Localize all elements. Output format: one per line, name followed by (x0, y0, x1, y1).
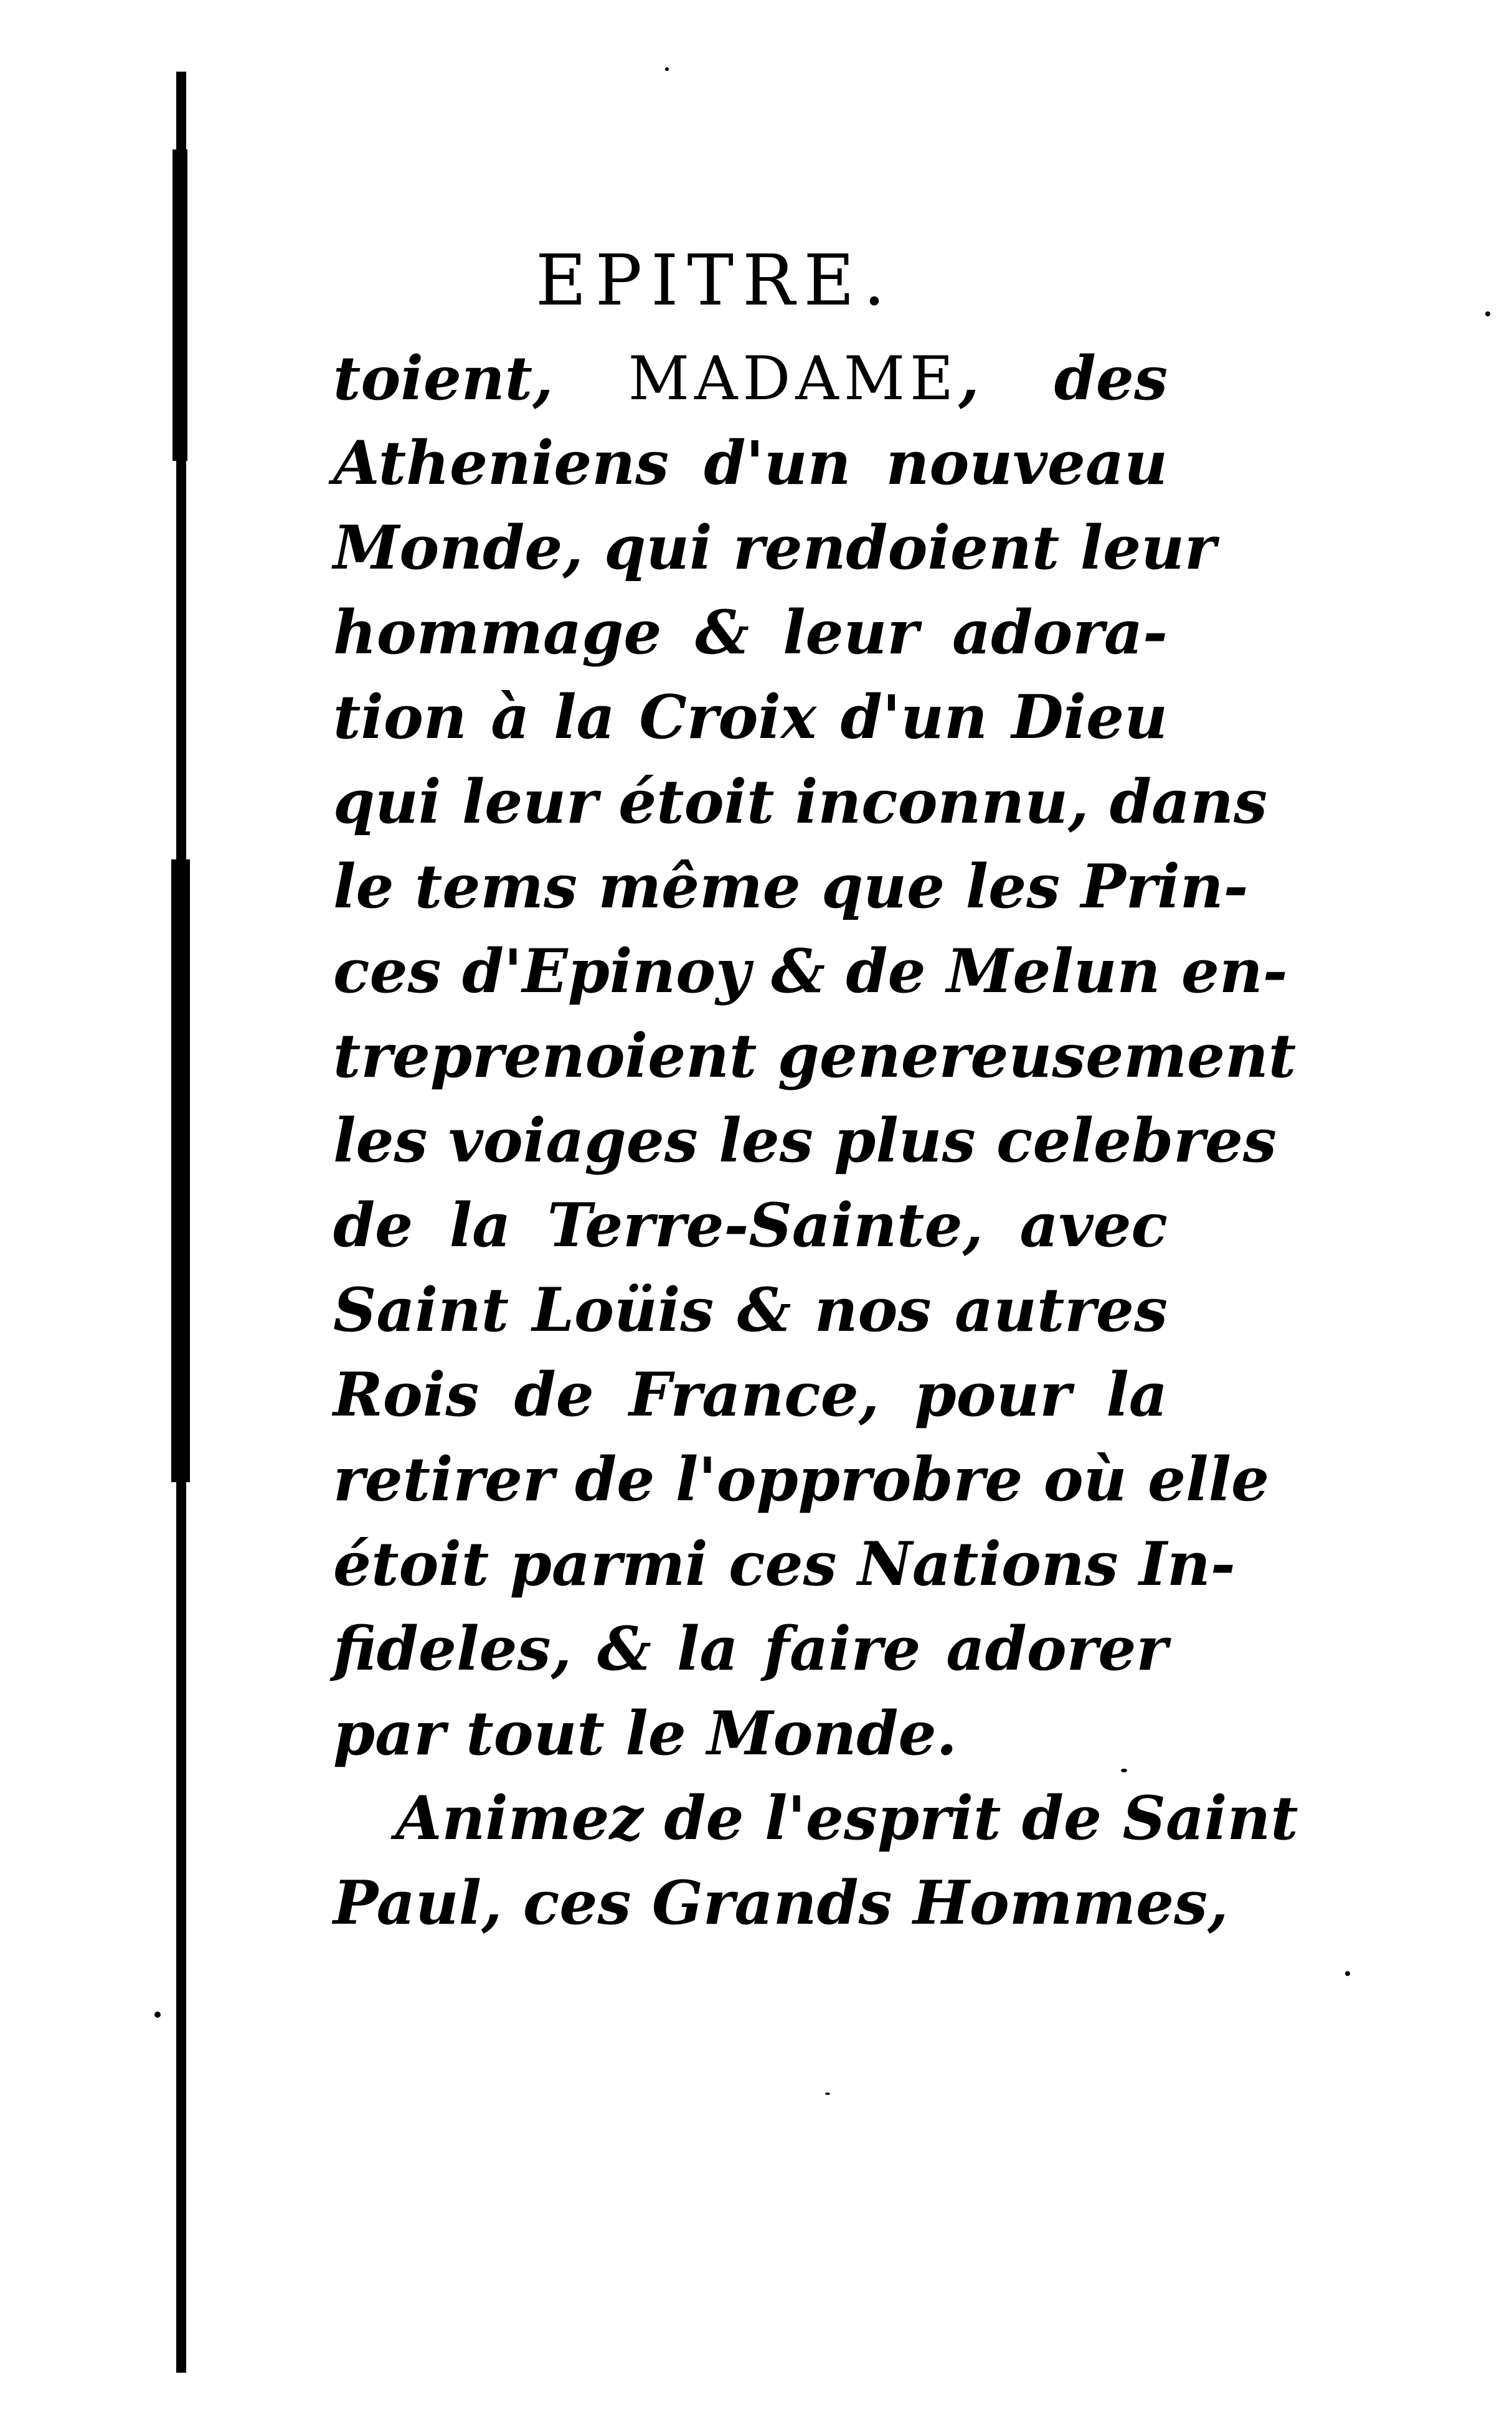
running-head: EPITRE. (536, 240, 894, 321)
text-line: Monde, qui rendoient leur (333, 513, 1216, 583)
text-line: fideles, & la faire adorer (333, 1614, 1168, 1684)
ink-speck (1485, 311, 1490, 316)
ink-speck (154, 2012, 161, 2018)
ink-speck (665, 67, 669, 71)
ink-speck (1345, 1971, 1350, 1976)
binding-shadow-upper (172, 149, 187, 461)
text-line: ces d'Epinoy & de Melun en- (333, 936, 1288, 1006)
text-line: qui leur étoit inconnu, dans (333, 767, 1267, 837)
text-line: toient, MADAME, des (333, 343, 1168, 414)
text-line: étoit parmi ces Nations In- (333, 1529, 1236, 1599)
text-line: Atheniens d'un nouveau (333, 428, 1168, 498)
text-line: le tems même que les Prin- (333, 851, 1249, 922)
text-line: Animez de l'esprit de Saint (395, 1783, 1298, 1853)
text-line: Saint Loüis & nos autres (333, 1275, 1168, 1345)
body-text (333, 336, 1298, 1946)
text-line: treprenoient genereusement (333, 1021, 1297, 1091)
binding-shadow-lower (171, 859, 190, 1482)
text-line: Paul, ces Grands Hommes, (333, 1868, 1229, 1938)
text-line: par tout le Monde. (333, 1698, 957, 1769)
text-line: retirer de l'opprobre où elle (333, 1444, 1270, 1515)
text-line: hommage & leur adora- (333, 597, 1168, 668)
text-line: les voiages les plus celebres (333, 1105, 1277, 1176)
ink-speck (825, 2092, 830, 2095)
text-line: Rois de France, pour la (333, 1359, 1168, 1430)
text-line: tion à la Croix d'un Dieu (333, 682, 1168, 752)
text-line: de la Terre-Sainte, avec (333, 1190, 1168, 1260)
